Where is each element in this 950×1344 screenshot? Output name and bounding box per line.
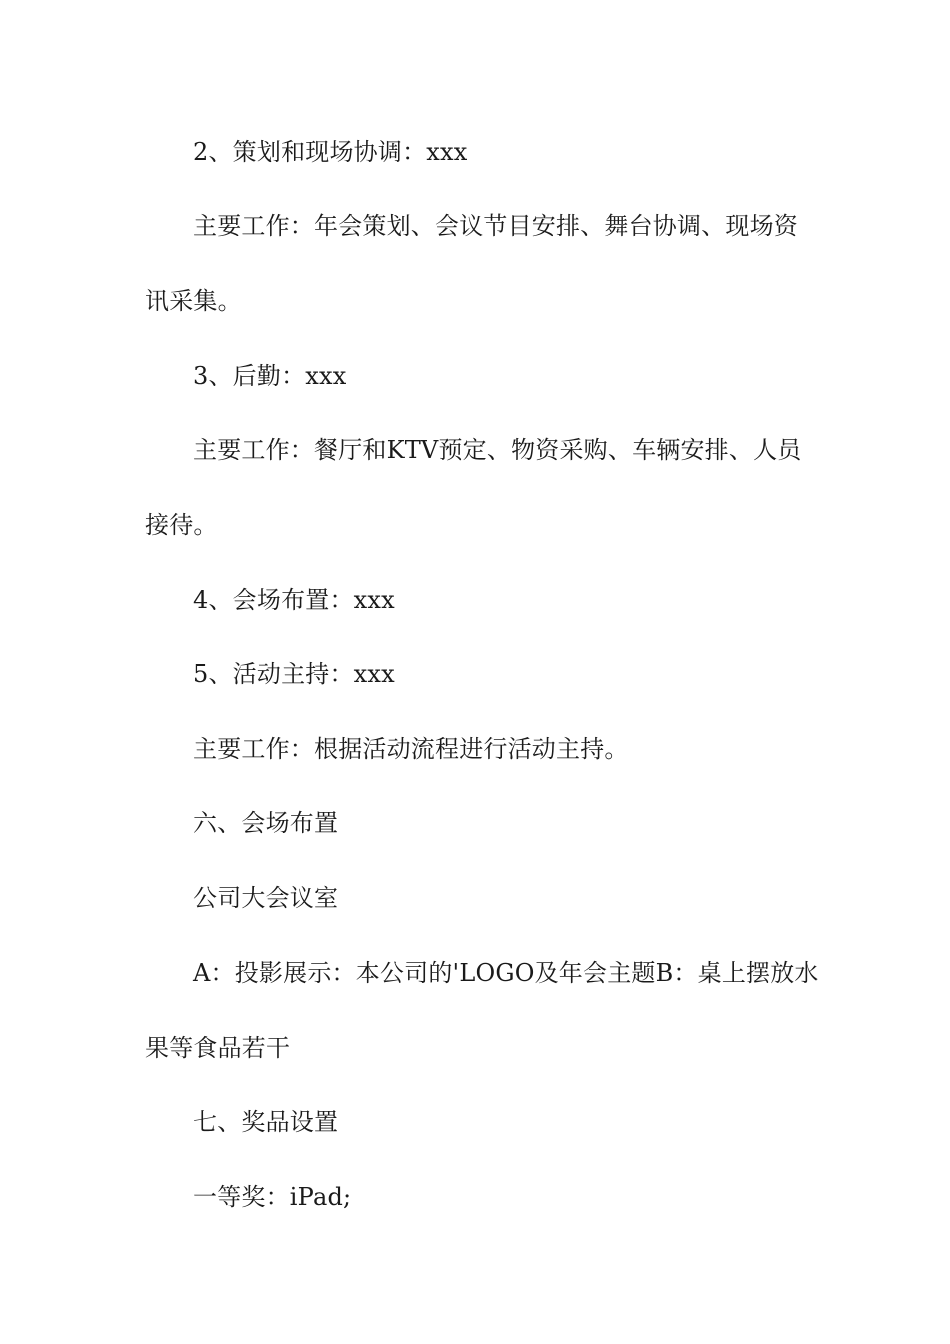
planning-duties-line-2: 讯采集。 (145, 287, 242, 315)
logistics-duties-line-2: 接待。 (145, 511, 218, 539)
heading-venue-layout: 六、会场布置 (193, 809, 339, 837)
section-item-host: 5、活动主持：xxx (193, 660, 395, 688)
section-item-logistics: 3、后勤：xxx (193, 362, 347, 390)
venue-details-line-2: 果等食品若干 (145, 1034, 291, 1062)
section-item-planning: 2、策划和现场协调：xxx (193, 138, 468, 166)
heading-prize-settings: 七、奖品设置 (193, 1108, 339, 1136)
planning-duties-line-1: 主要工作：年会策划、会议节目安排、舞台协调、现场资 (193, 212, 798, 240)
section-item-venue-setup: 4、会场布置：xxx (193, 586, 395, 614)
host-duties-line: 主要工作：根据活动流程进行活动主持。 (193, 735, 629, 763)
venue-details-line-1: A：投影展示：本公司的'LOGO及年会主题B：桌上摆放水 (193, 959, 819, 987)
logistics-duties-line-1: 主要工作：餐厅和KTV预定、物资采购、车辆安排、人员 (193, 436, 802, 464)
venue-name: 公司大会议室 (193, 884, 339, 912)
prize-first: 一等奖：iPad; (193, 1183, 352, 1211)
